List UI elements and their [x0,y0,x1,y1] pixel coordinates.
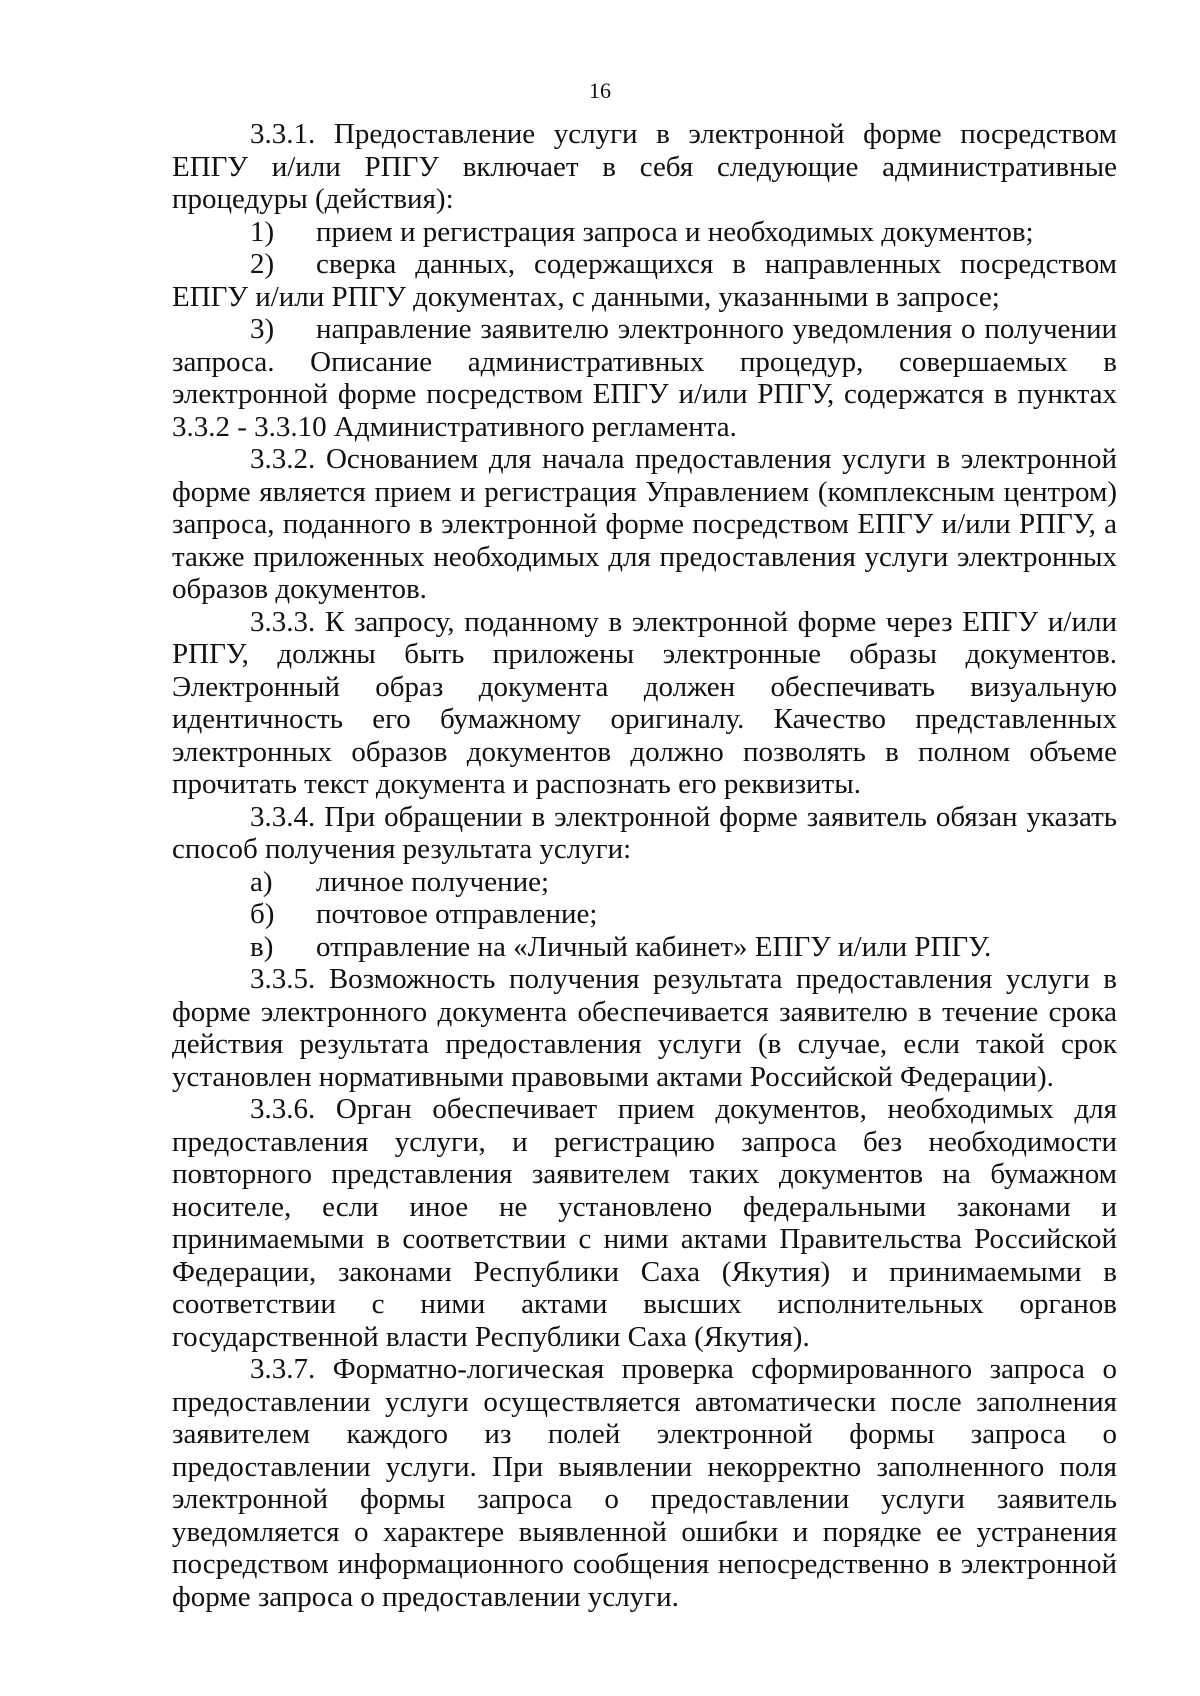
paragraph-3-3-5: 3.3.5. Возможность получения результата предоставления услуги в форме электронного документа обеспечивается заявителю в течение срока действия результата предоставления услуги (в случае, если такой срок установлен нормативными правовыми актами Российской Федерации). [172,963,1117,1093]
list-item-text: прием и регистрация запроса и необходимых документов; [316,215,1034,248]
list-marker: 2) [250,248,275,280]
list-item-3 [172,313,1117,443]
list-item-text: направление заявителю электронного уведомления о получении запроса. Описание административных процедур, совершаемых в электронной форме посредством ЕПГУ и/или РПГУ, содержатся в пунктах 3.3.2 - 3.3.10 Административного регламента. [172,313,1117,443]
paragraph-3-3-2: 3.3.2. Основанием для начала предоставления услуги в электронной форме является прием и регистрация Управлением (комплексным центром) запроса, поданного в электронной форме посредством ЕПГУ и/или РПГУ, а также приложенных необходимых для предоставления услуги электронных образов документов. [172,443,1117,605]
paragraph-3-3-7: 3.3.7. Форматно-логическая проверка сформированного запроса о предоставлении услуги осуществляется автоматически после заполнения заявителем каждого из полей электронной формы запроса о предоставлении услуги. При выявлении некорректно заполненного поля электронной формы запроса о предоставлении услуги заявитель уведомляется о характере выявленной ошибки и порядке ее устранения посредством информационного сообщения непосредственно в электронной форме запроса о предоставлении услуги. [172,1353,1117,1613]
paragraph-3-3-4: 3.3.4. При обращении в электронной форме заявитель обязан указать способ получения результата услуги: [172,800,1117,865]
document-body [172,118,1117,1613]
list-item-b [172,898,1117,931]
paragraph-3-3-3: 3.3.3. К запросу, поданному в электронной форме через ЕПГУ и/или РПГУ, должны быть приложены электронные образы документов. Электронный образ документа должен обеспечивать визуальную идентичность его бумажному оригиналу. Качество представленных электронных образов документов должно позволять в полном объеме прочитать текст документа и распознать его реквизиты. [172,605,1117,800]
list-marker: б) [250,898,275,930]
list-item-v [172,931,1117,964]
list-item-text: почтовое отправление; [316,898,598,930]
paragraph-3-3-1: 3.3.1. Предоставление услуги в электронной форме посредством ЕПГУ и/или РПГУ включает в себя следующие административные процедуры (действия): [172,118,1117,215]
list-marker: в) [250,930,274,963]
list-item-2 [172,248,1117,313]
page-number: 16 [589,78,611,103]
list-item-1 [172,216,1117,249]
list-item-a [172,866,1117,899]
list-marker: а) [250,865,273,898]
list-marker: 3) [250,313,275,345]
list-item-text: сверка данных, содержащихся в направленных посредством ЕПГУ и/или РПГУ документах, с данными, указанными в запросе; [172,248,1117,313]
list-marker: 1) [250,215,275,248]
list-item-text: личное получение; [316,865,550,898]
list-item-text: отправление на «Личный кабинет» ЕПГУ и/или РПГУ. [316,930,992,963]
paragraph-3-3-6: 3.3.6. Орган обеспечивает прием документов, необходимых для предоставления услуги, и регистрацию запроса без необходимости повторного представления заявителем таких документов на бумажном носителе, если иное не установлено федеральными законами и принимаемыми в соответствии с ними актами Правительства Российской Федерации, законами Республики Саха (Якутия) и принимаемыми в соответствии с ними актами высших исполнительных органов государственной власти Республики Саха (Якутия). [172,1093,1117,1353]
